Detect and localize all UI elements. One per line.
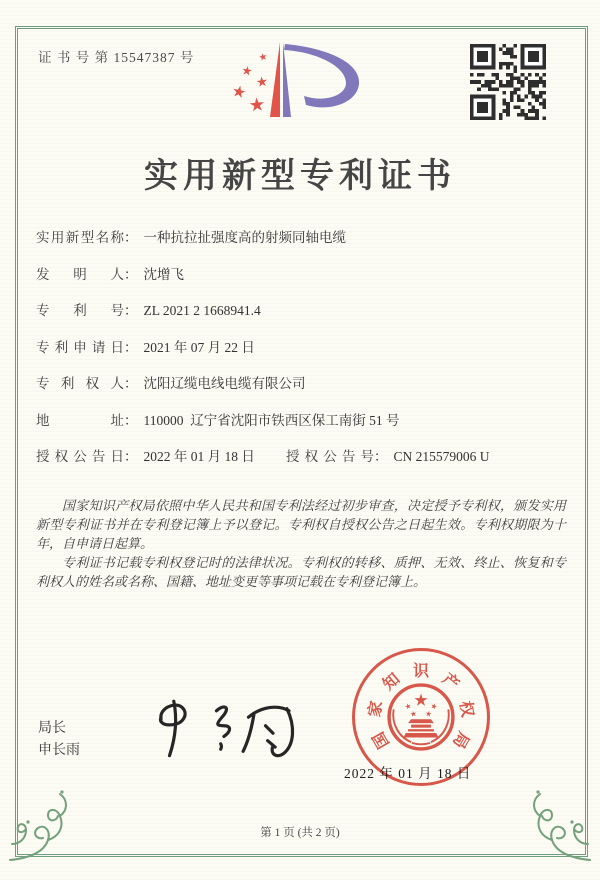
corner-ornament-icon <box>514 786 592 864</box>
national-emblem-icon <box>383 679 459 755</box>
field-value: 2021 年 07 月 22 日 <box>143 339 255 355</box>
field-value: CN 215579006 U <box>393 449 490 464</box>
field-row-filing-date: 专利申请日 ： 2021 年 07 月 22 日 <box>36 339 255 355</box>
seal-date: 2022 年 01 月 18 日 <box>344 766 472 781</box>
signer-name: 申长雨 <box>38 741 80 757</box>
legal-paragraph-grant: 国家知识产权局依照中华人民共和国专利法经过初步审查，决定授予专利权，颁发实用新型专利证书并在专利登记簿上予以登记。专利权自授权公告之日起生效。专利权期限为十年，自申请日起算。 <box>36 498 566 551</box>
signer-title: 局长 <box>38 719 66 735</box>
certificate-border-frame <box>15 26 588 857</box>
field-row-inventor: 发明人 ： 沈增飞 <box>36 266 184 282</box>
field-label: 授权公告号 <box>286 449 374 464</box>
field-value: 一种抗拉扯强度高的射频同轴电缆 <box>143 230 346 245</box>
field-row-patentee: 专利权人 ： 沈阳辽缆电线电缆有限公司 <box>36 376 306 391</box>
corner-ornament-icon <box>8 786 86 864</box>
field-label: 授权公告日 <box>36 449 124 464</box>
field-value: 沈阳辽缆电线电缆有限公司 <box>143 376 306 391</box>
field-label: 实用新型名称 <box>36 230 124 245</box>
field-label: 专利申请日 <box>36 339 124 355</box>
field-value: 沈增飞 <box>143 266 184 282</box>
field-label: 发明人 <box>36 266 124 282</box>
cnipa-official-seal-icon: 国 家 知 识 产 权 局 <box>352 648 490 786</box>
page-number: 第 1 页 (共 2 页) <box>260 827 340 839</box>
field-label: 专利号 <box>36 303 124 318</box>
field-value: 110000 辽宁省沈阳市铁西区保工南街 51 号 <box>143 412 400 428</box>
field-label: 专利权人 <box>36 376 124 391</box>
field-row-patent-number: 专利号 ： ZL 2021 2 1668941.4 <box>36 303 261 318</box>
legal-paragraph-register: 专利证书记载专利权登记时的法律状况。专利权的转移、质押、无效、终止、恢复和专利权人的姓名或名称、国籍、地址变更等事项记载在专利登记簿上。 <box>36 555 566 589</box>
grant-date-group: 授权公告日 ： 2022 年 01 月 18 日 <box>36 449 255 464</box>
field-label: 地址 <box>36 412 124 428</box>
grant-number-group: 授权公告号 ： CN 215579006 U <box>286 449 490 464</box>
field-row-address: 地址 ： 110000 辽宁省沈阳市铁西区保工南街 51 号 <box>36 412 400 428</box>
certificate-title: 实用新型专利证书 <box>144 158 456 195</box>
certificate-number: 证 书 号 第 15547387 号 <box>38 50 195 65</box>
field-value: 2022 年 01 月 18 日 <box>143 449 255 464</box>
field-value: ZL 2021 2 1668941.4 <box>143 303 261 318</box>
field-row-utility-model-name: 实用新型名称 ： 一种抗拉扯强度高的射频同轴电缆 <box>36 230 346 245</box>
